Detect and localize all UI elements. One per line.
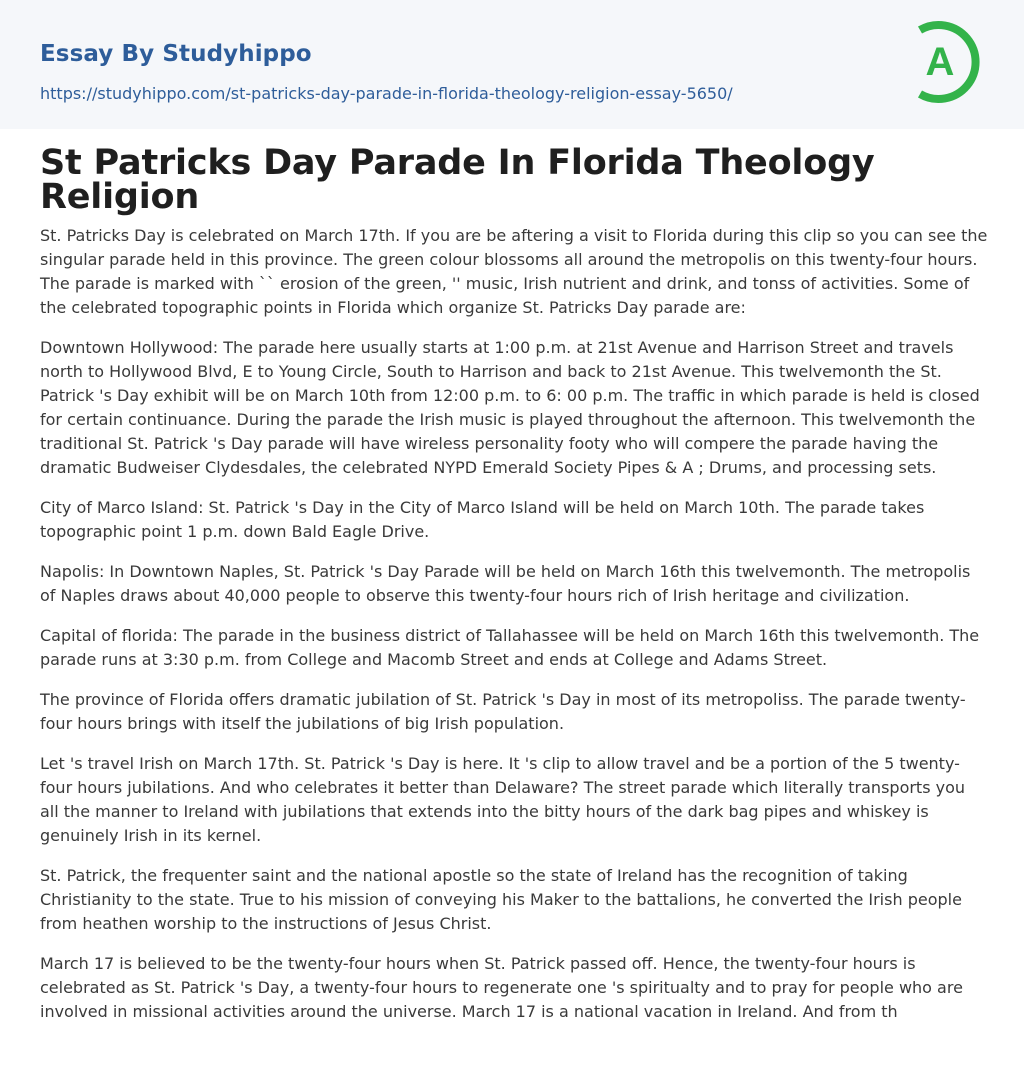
article-title: St Patricks Day Parade In Florida Theology Religion	[40, 143, 875, 217]
article-paragraph-8: St. Patrick, the frequenter saint and the national apostle so the state of Ireland has the recognition of taking Christianity to the state. True to his mission of conveying his Maker to the battalions, he converted the Irish people from heathen worship to the instructions of Jesus Christ.	[40, 866, 962, 933]
site-brand[interactable]: Essay By Studyhippo	[40, 41, 312, 67]
site-header	[0, 0, 1024, 129]
studyhippo-logo-icon[interactable]	[910, 18, 988, 106]
article-paragraph-3: City of Marco Island: St. Patrick 's Day in the City of Marco Island will be held on March 10th. The parade takes topographic point 1 p.m. down Bald Eagle Drive.	[40, 498, 925, 541]
logo-letter: A	[925, 40, 955, 84]
article-paragraph-5: Capital of florida: The parade in the business district of Tallahassee will be held on March 16th this twelvemonth. The parade runs at 3:30 p.m. from College and Macomb Street and ends at College and Adams Street.	[40, 626, 980, 669]
article-paragraph-2: Downtown Hollywood: The parade here usually starts at 1:00 p.m. at 21st Avenue and Harrison Street and travels north to Hollywood Blvd, E to Young Circle, South to Harrison and back to 21st Avenue. This twelvemonth the St. Patrick 's Day exhibit will be on March 10th from 12:00 p.m. to 6: 00 p.m. The traffic in which parade is held is closed for certain continuance. During the parade the Irish music is played throughout the afternoon. This twelvemonth the traditional St. Patrick 's Day parade will have wireless personality footy who will compere the parade having the dramatic Budweiser Clydesdales, the celebrated NYPD Emerald Society Pipes & A ; Drums, and processing sets.	[40, 338, 980, 477]
article-paragraph-4: Napolis: In Downtown Naples, St. Patrick 's Day Parade will be held on March 16th this twelvemonth. The metropolis of Naples draws about 40,000 people to observe this twenty-four hours rich of Irish heritage and civilization.	[40, 562, 971, 605]
article-paragraph-1: St. Patricks Day is celebrated on March 17th. If you are be aftering a visit to Florida during this clip so you can see the singular parade held in this province. The green colour blossoms all around the metropolis on this twenty-four hours. The parade is marked with `` erosion of the green, '' music, Irish nutrient and drink, and tonss of activities. Some of the celebrated topographic points in Florida which organize St. Patricks Day parade are:	[40, 226, 988, 317]
article-content	[40, 143, 988, 1040]
article-paragraph-7: Let 's travel Irish on March 17th. St. Patrick 's Day is here. It 's clip to allow travel and be a portion of the 5 twenty-four hours jubilations. And who celebrates it better than Delaware? The street parade which literally transports you all the manner to Ireland with jubilations that extends into the bitty hours of the dark bag pipes and whiskey is genuinely Irish in its kernel.	[40, 754, 966, 845]
article-paragraph-9: March 17 is believed to be the twenty-four hours when St. Patrick passed off. Hence, the twenty-four hours is celebrated as St. Patrick 's Day, a twenty-four hours to regenerate one 's spiritualty and to pray for people who are involved in missional activities around the universe. March 17 is a national vacation in Ireland. And from th	[40, 954, 963, 1021]
essay-url-link[interactable]: https://studyhippo.com/st-patricks-day-parade-in-florida-theology-religion-essay-5650/	[40, 84, 733, 103]
article-paragraph-6: The province of Florida offers dramatic jubilation of St. Patrick 's Day in most of its metropoliss. The parade twenty-four hours brings with itself the jubilations of big Irish population.	[40, 690, 966, 733]
